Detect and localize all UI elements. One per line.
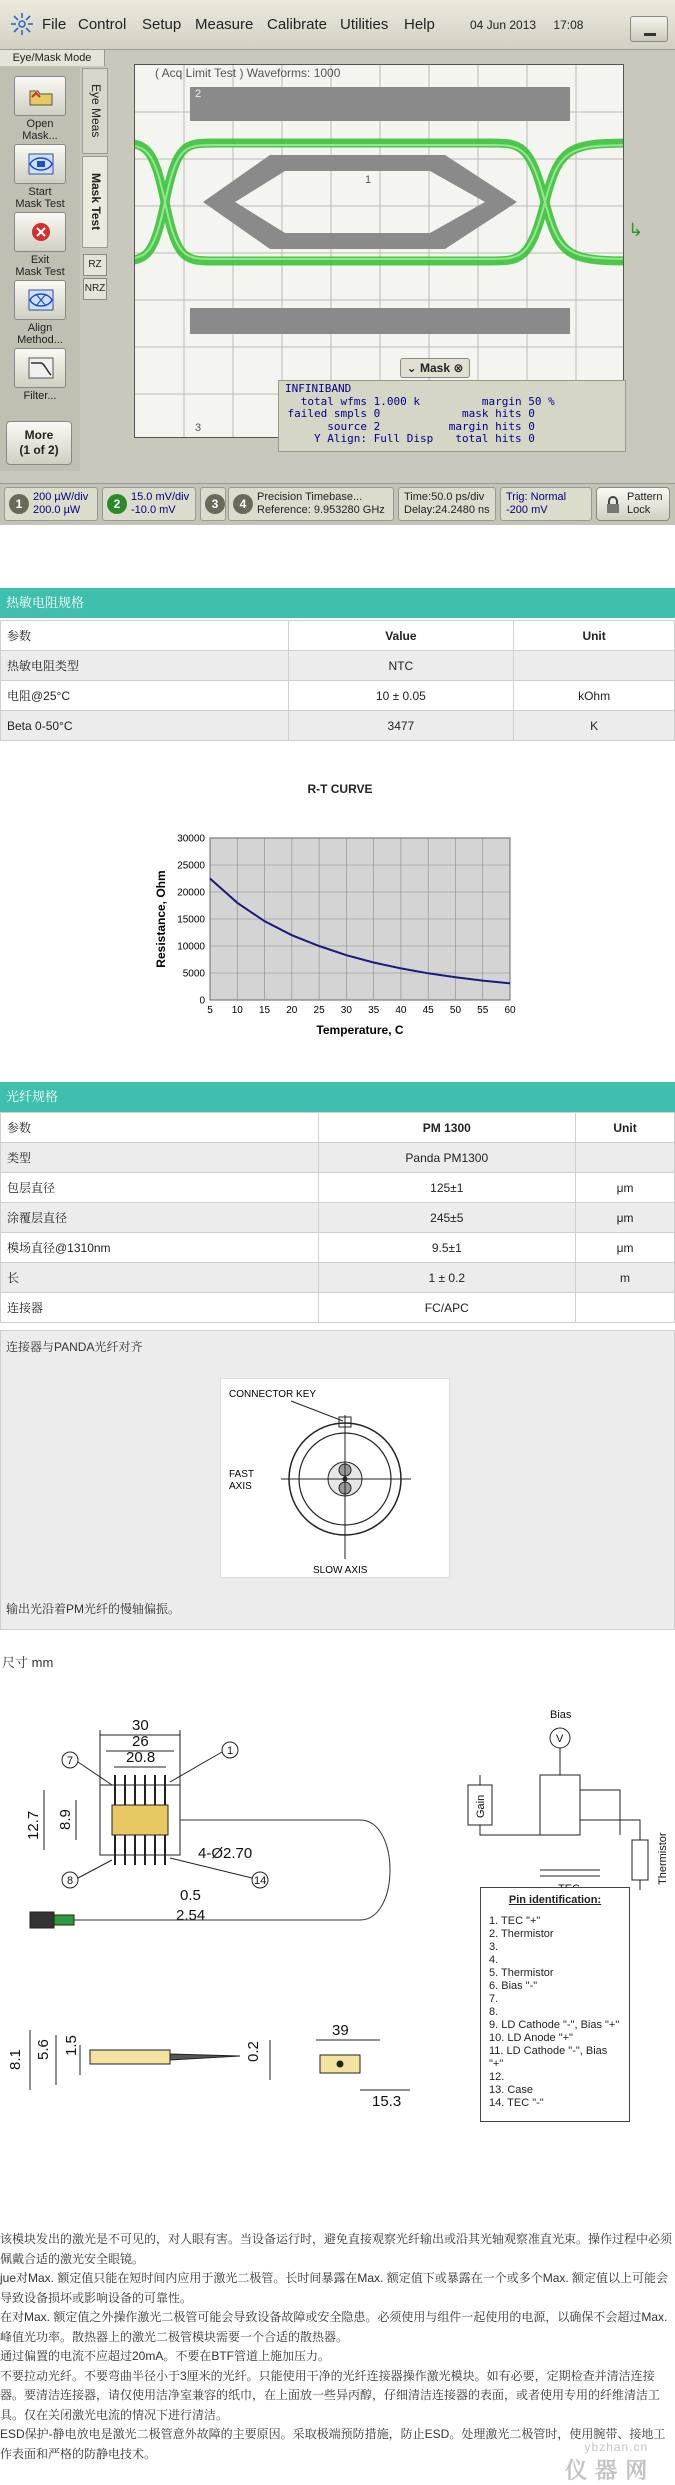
agilent-logo-icon	[10, 12, 34, 36]
table-cell: 热敏电阻类型	[1, 651, 289, 681]
thermistor-section-title: 热敏电阻规格	[0, 588, 675, 618]
menu-calibrate[interactable]: Calibrate	[267, 16, 328, 33]
note-paragraph: ESD保护-静电放电是激光二极管意外故障的主要原因。采取极端预防措施，防止ESD。处理激光二极管时，使用腕带、接地工作表面和严格的防静电技术。	[0, 2427, 666, 2461]
pin-item: 11. LD Cathode "-", Bias "+"	[489, 2045, 608, 2070]
tool-label-l1: Filter...	[23, 390, 57, 402]
tab-eye-meas[interactable]: Eye Meas	[82, 68, 108, 154]
channel-number: 1	[9, 494, 29, 514]
fc-connector	[30, 1912, 54, 1928]
column-header: Value	[288, 621, 514, 651]
dim-label: 26	[132, 1733, 149, 1750]
x-tick-label: 30	[340, 1005, 352, 1016]
channel-offset: -10.0 mV	[131, 504, 176, 516]
y-tick-label: 30000	[177, 833, 205, 845]
pin-item: 7.	[489, 1993, 499, 2005]
filter-button[interactable]	[14, 348, 66, 388]
info-label: margin hits	[448, 419, 522, 433]
mask-toggle-button[interactable]	[400, 358, 470, 378]
fiber-section-title: 光纤规格	[0, 1082, 675, 1112]
table-row	[1, 681, 675, 711]
pin-title: Pin identification:	[508, 1894, 602, 1906]
tool-label-l1: Exit	[30, 254, 50, 266]
x-tick-label: 60	[504, 1005, 516, 1016]
info-value: 1.000 k	[373, 394, 420, 408]
x-axis-label: Temperature, C	[316, 1023, 404, 1037]
channel-status-bar	[0, 483, 675, 525]
circuit-chip	[540, 1775, 580, 1835]
table-cell: 连接器	[1, 1293, 319, 1323]
stop-icon	[28, 221, 54, 243]
note-paragraph: 不要拉动光纤。不要弯曲半径小于3厘米的光纤。只能使用干净的光纤连接器操作激光模块。如有必要，定期检查并清洁连接器。要清洁连接器，请仅使用洁净室兼容的纸巾，在上面放一些异丙醇，仔细清洁连接器的表面，或者使用专用的纤维清洁工具。仅在关闭激光电流的情况下进行清洁。	[0, 2368, 661, 2422]
y-tick-label: 10000	[177, 941, 205, 953]
tab-mask-test[interactable]: Mask Test	[82, 156, 108, 248]
connector-boot	[54, 1915, 74, 1925]
pin-item: 10. LD Anode "+"	[489, 2032, 573, 2044]
table-row	[1, 651, 675, 681]
timebase-mode: Precision Timebase...	[257, 491, 363, 503]
table-header-row	[1, 1113, 675, 1143]
pin-item: 12.	[489, 2071, 505, 2083]
watermark-text: 仪 器 网	[565, 2458, 649, 2483]
menu-utilities[interactable]: Utilities	[340, 16, 389, 33]
open-mask-tool[interactable]	[8, 76, 72, 142]
dim-label: 15.3	[372, 2093, 402, 2110]
region-label-1: 1	[365, 174, 372, 186]
eye-mask-icon	[28, 153, 54, 175]
channel-offset: 200.0 µW	[33, 504, 81, 516]
info-value: 2	[373, 419, 381, 433]
align-method-tool[interactable]	[8, 280, 72, 346]
column-header: PM 1300	[318, 1113, 576, 1143]
info-value: 0	[528, 432, 535, 445]
table-row	[1, 1173, 675, 1203]
channel-number: 4	[233, 494, 253, 514]
channel-1-setting[interactable]	[4, 487, 98, 521]
menu-help[interactable]: Help	[404, 16, 435, 33]
channel-scale: 200 µW/div	[33, 491, 89, 503]
connector-key-leader	[291, 1401, 343, 1421]
table-cell: 长	[1, 1263, 319, 1293]
start-mask-test-button[interactable]	[14, 144, 66, 184]
gain-label: Gain	[475, 1794, 487, 1818]
table-cell: Panda PM1300	[318, 1143, 576, 1173]
watermark	[565, 2440, 648, 2485]
lock-label-l2: Lock	[627, 504, 651, 516]
info-row	[285, 433, 619, 446]
table-cell: 涂覆层直径	[1, 1203, 319, 1233]
mask-region-3	[190, 308, 570, 334]
menu-bar	[0, 0, 675, 50]
voltage-symbol: V	[556, 1733, 564, 1745]
bias-label: Bias	[550, 1709, 572, 1721]
pattern-lock-button[interactable]	[596, 487, 670, 521]
dim-label: 30	[132, 1717, 149, 1734]
note-paragraph: 在对Max. 额定值之外操作激光二极管可能会导致设备故障或安全隐患。必须使用与组件一起使用的电源，以确保不会超过Max. 峰值光功率。散热器上的激光二极管模块需要一个合适的散热器。	[0, 2310, 668, 2344]
table-row	[1, 1203, 675, 1233]
x-tick-label: 55	[477, 1005, 489, 1016]
minimize-button[interactable]	[630, 16, 668, 42]
menu-file[interactable]: File	[42, 16, 67, 33]
note-paragraph: jue对Max. 额定值只能在短时间内应用于激光二极管。长时间暴露在Max. 额定值下或暴露在一个或多个Max. 额定值以上可能会导致设备损坏或影响设备的可靠性。	[0, 2271, 669, 2305]
close-icon[interactable]: ⊗	[453, 361, 464, 375]
mask-region-1	[203, 155, 517, 249]
fast-axis-label-1: FAST	[229, 1469, 255, 1480]
right-side-strip	[630, 66, 675, 471]
channel-number: 2	[107, 494, 127, 514]
info-label: mask hits	[462, 407, 522, 420]
dim-label: 39	[332, 2022, 349, 2039]
x-tick-label: 40	[395, 1005, 407, 1016]
table-cell: 类型	[1, 1143, 319, 1173]
butterfly-body	[112, 1805, 168, 1835]
dim-label: 8.1	[7, 2049, 24, 2070]
callout-label: 7	[67, 1755, 74, 1767]
channel-scale: 15.0 mV/div	[131, 491, 190, 503]
time-setting[interactable]	[398, 487, 496, 521]
dim-label: 8.9	[57, 1809, 74, 1830]
pin-item: 3.	[489, 1941, 499, 1953]
table-cell: μm	[576, 1203, 675, 1233]
pin-item: 9. LD Cathode "-", Bias "+"	[489, 2019, 620, 2031]
dim-label: 2.54	[176, 1907, 206, 1924]
table-row	[1, 711, 675, 741]
table-cell: 10 ± 0.05	[288, 681, 514, 711]
mask-region-2	[190, 87, 570, 121]
filter-tool[interactable]	[8, 348, 72, 402]
table-header-row	[1, 621, 675, 651]
menu-setup[interactable]: Setup	[142, 16, 182, 33]
x-tick-label: 45	[422, 1005, 434, 1016]
menu-measure[interactable]: Measure	[195, 16, 254, 33]
pin-item: 14. TEC "-"	[489, 2097, 544, 2109]
tool-label-l2: Mask Test	[15, 198, 65, 210]
table-cell	[514, 651, 675, 681]
tool-label-l1: Start	[28, 186, 52, 198]
dim-label: 20.8	[126, 1749, 156, 1766]
dim-label: 0.5	[180, 1887, 201, 1904]
date-time	[470, 18, 597, 32]
mode-label: Eye/Mask Mode	[0, 50, 105, 66]
fast-axis-label-2: AXIS	[229, 1481, 252, 1492]
acq-status-text: ( Acq Limit Test ) Waveforms: 1000	[155, 66, 341, 80]
x-tick-label: 25	[313, 1005, 325, 1016]
table-cell: kOhm	[514, 681, 675, 711]
side-view-body	[90, 2050, 170, 2064]
tool-label-l1: Open	[26, 118, 54, 130]
thermistor-table	[0, 620, 675, 741]
align-eye-icon	[28, 289, 54, 311]
info-label: margin	[481, 394, 522, 408]
info-value: 0	[528, 407, 535, 420]
table-cell: 包层直径	[1, 1173, 319, 1203]
date-text: 04 Jun 2013	[470, 18, 537, 32]
trigger-level: -200 mV	[506, 504, 548, 516]
dim-label: 4-Ø2.70	[198, 1845, 253, 1862]
pin-identification-box	[480, 1887, 630, 2122]
channel-2-setting[interactable]	[102, 487, 196, 521]
y-tick-label: 5000	[182, 968, 205, 980]
info-label: total wfms	[300, 394, 367, 408]
table-cell: m	[576, 1263, 675, 1293]
thermistor-element	[632, 1840, 648, 1880]
table-cell: FC/APC	[318, 1293, 576, 1323]
slow-axis-label: SLOW AXIS	[313, 1565, 368, 1576]
pin-item: 1. TEC "+"	[489, 1915, 541, 1927]
y-tick-label: 15000	[177, 914, 205, 926]
table-row	[1, 1143, 675, 1173]
more-page: (1 of 2)	[19, 443, 59, 457]
safety-notes	[0, 2230, 675, 2464]
thermistor-label: Thermistor	[657, 1832, 669, 1885]
pin-item: 8.	[489, 2006, 499, 2018]
callout-label: 1	[227, 1745, 234, 1757]
connector-key-label: CONNECTOR KEY	[229, 1389, 317, 1400]
side-view-boot	[170, 2054, 240, 2060]
trigger-setting[interactable]	[500, 487, 592, 521]
info-label: failed smpls	[287, 407, 367, 420]
table-cell	[576, 1293, 675, 1323]
column-header: 参数	[1, 1113, 319, 1143]
mask-standard: INFINIBAND	[285, 382, 352, 395]
table-cell: 1 ± 0.2	[318, 1263, 576, 1293]
tool-label-l2: Mask...	[22, 130, 58, 142]
trigger-marker-icon: ↳	[628, 220, 644, 240]
end-view-fiber	[337, 2061, 343, 2067]
table-row	[1, 1263, 675, 1293]
fiber-table	[0, 1112, 675, 1323]
pin-item: 2. Thermistor	[489, 1928, 554, 1940]
rz-button[interactable]: RZ	[83, 254, 107, 276]
y-tick-label: 20000	[177, 887, 205, 899]
column-header: Unit	[514, 621, 675, 651]
left-toolbar	[0, 66, 80, 471]
chevron-down-icon: ⌄	[406, 361, 417, 375]
info-row	[285, 408, 619, 421]
exit-mask-test-tool[interactable]	[8, 212, 72, 278]
dimensions-title: 尺寸 mm	[2, 1655, 54, 1670]
rt-curve-chart	[135, 760, 545, 1040]
mask-label: Mask	[419, 361, 451, 375]
x-tick-label: 15	[258, 1005, 271, 1016]
info-label: total hits	[455, 432, 522, 445]
more-label: More	[24, 428, 54, 442]
table-cell: 9.5±1	[318, 1233, 576, 1263]
align-method-button[interactable]	[14, 280, 66, 320]
time-text: 17:08	[553, 18, 584, 32]
pin-item: 6. Bias "-"	[489, 1980, 538, 1992]
y-axis-label: Resistance, Ohm	[154, 870, 168, 968]
vertical-tabs	[80, 66, 110, 471]
column-header: Unit	[576, 1113, 675, 1143]
dim-label: 12.7	[25, 1810, 42, 1840]
info-label: Y Align:	[314, 432, 367, 445]
table-row	[1, 1293, 675, 1323]
info-value: 50 %	[528, 394, 555, 408]
table-cell: 模场直径@1310nm	[1, 1233, 319, 1263]
table-cell: 125±1	[318, 1173, 576, 1203]
table-cell: 245±5	[318, 1203, 576, 1233]
open-folder-icon	[28, 85, 54, 107]
column-header: 参数	[1, 621, 289, 651]
output-caption: 输出光沿着PM光纤的慢轴偏振。	[6, 1602, 181, 1616]
tool-label-l2: Method...	[17, 334, 63, 346]
x-tick-label: 20	[286, 1005, 298, 1016]
x-tick-label: 5	[207, 1005, 213, 1016]
region-label-2: 2	[195, 88, 202, 100]
table-cell: Beta 0-50°C	[1, 711, 289, 741]
table-cell: μm	[576, 1233, 675, 1263]
table-cell: NTC	[288, 651, 514, 681]
table-cell	[576, 1143, 675, 1173]
time-scale: Time:50.0 ps/div	[404, 491, 485, 503]
panda-fiber-figure	[220, 1378, 450, 1578]
table-cell: 电阻@25°C	[1, 681, 289, 711]
timebase-reference: Reference: 9.953280 GHz	[257, 504, 385, 516]
chart-title: R-T CURVE	[307, 782, 373, 796]
chart-plot	[135, 760, 545, 1040]
menu-control[interactable]: Control	[78, 16, 127, 33]
oscilloscope-window	[0, 0, 675, 525]
note-paragraph: 通过偏置的电流不应超过20mA。不要在BTF管道上施加压力。	[0, 2349, 331, 2363]
y-tick-label: 25000	[177, 860, 205, 872]
nrz-button[interactable]: NRZ	[83, 278, 107, 300]
region-label-3: 3	[195, 422, 202, 434]
watermark-sub: ybzhan.cn	[584, 2440, 649, 2454]
dim-label: 5.6	[35, 2039, 52, 2060]
channel-3-setting[interactable]	[200, 487, 226, 521]
info-value: Full Disp	[373, 432, 434, 445]
pin-item: 4.	[489, 1954, 499, 1966]
filter-response-icon	[28, 357, 54, 379]
lock-icon	[605, 496, 621, 514]
x-tick-label: 10	[231, 1005, 243, 1016]
more-button[interactable]	[6, 421, 72, 465]
tool-label-l1: Align	[27, 322, 53, 334]
x-tick-label: 35	[368, 1005, 380, 1016]
table-cell: K	[514, 711, 675, 741]
time-delay: Delay:24.2480 ns	[404, 504, 490, 516]
exit-mask-test-button[interactable]	[14, 212, 66, 252]
channel-number: 3	[205, 494, 225, 514]
dim-label: 1.5	[63, 2035, 80, 2056]
table-cell: μm	[576, 1173, 675, 1203]
pin-item: 5. Thermistor	[489, 1967, 554, 1979]
info-value: 0	[528, 419, 535, 433]
tool-label-l2: Mask Test	[15, 266, 65, 278]
x-tick-label: 50	[449, 1005, 462, 1016]
table-row	[1, 1233, 675, 1263]
lock-label-l1: Pattern	[627, 491, 663, 503]
dim-label: 0.2	[245, 2041, 262, 2062]
note-paragraph: 该模块发出的激光是不可见的，对人眼有害。当设备运行时，避免直接观察光纤输出或沿其光轴观察准直光束。操作过程中必须佩戴合适的激光安全眼镜。	[0, 2232, 673, 2266]
callout-label: 14	[254, 1875, 267, 1887]
alignment-caption: 连接器与PANDA光纤对齐	[6, 1340, 143, 1354]
mask-test-info-panel	[278, 380, 626, 452]
timebase-setting[interactable]	[228, 487, 394, 521]
y-tick-label: 0	[199, 995, 205, 1007]
info-value: 0	[373, 407, 381, 420]
start-mask-test-tool[interactable]	[8, 144, 72, 210]
callout-label: 8	[67, 1875, 74, 1887]
info-label: source	[327, 419, 367, 433]
open-mask-button[interactable]	[14, 76, 66, 116]
trigger-mode: Trig: Normal	[506, 491, 567, 503]
table-cell: 3477	[288, 711, 514, 741]
pin-item: 13. Case	[489, 2084, 534, 2096]
